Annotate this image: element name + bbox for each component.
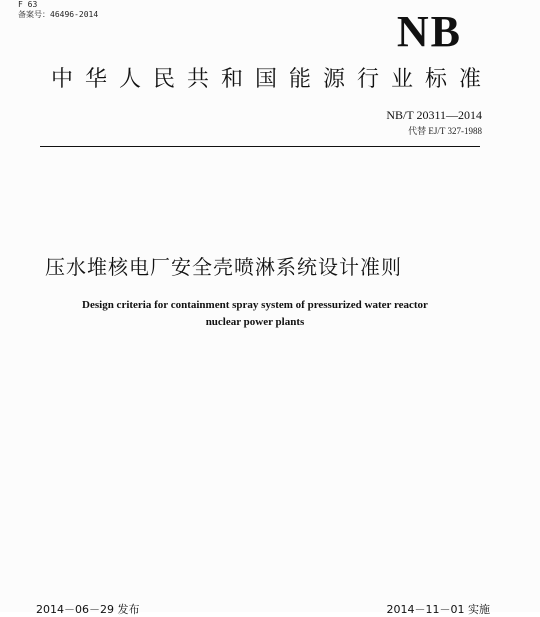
english-title-line-2: nuclear power plants (205, 316, 305, 328)
issue-date: 2014－06－29 发布 (36, 603, 140, 616)
implementation-date: 2014－11－01 实施 (386, 603, 490, 616)
chinese-title: 压水堆核电厂安全壳喷淋系统设计准则 (45, 255, 402, 279)
classification-code: F 63 (18, 0, 38, 9)
record-number: 备案号：46496-2014 (18, 10, 99, 19)
replaces-note: 代替 EJ/T 327-1988 (408, 126, 482, 136)
english-title-line-1: Design criteria for containment spray system of pressurized water reactor (82, 299, 428, 311)
standard-category-title: 中华人民共和国能源行业标准 (50, 67, 493, 92)
header-divider (40, 146, 480, 147)
nb-logo: NB (396, 7, 462, 56)
english-title (45, 297, 465, 331)
standard-number: NB/T 20311—2014 (386, 108, 482, 122)
classification-block (18, 0, 98, 20)
